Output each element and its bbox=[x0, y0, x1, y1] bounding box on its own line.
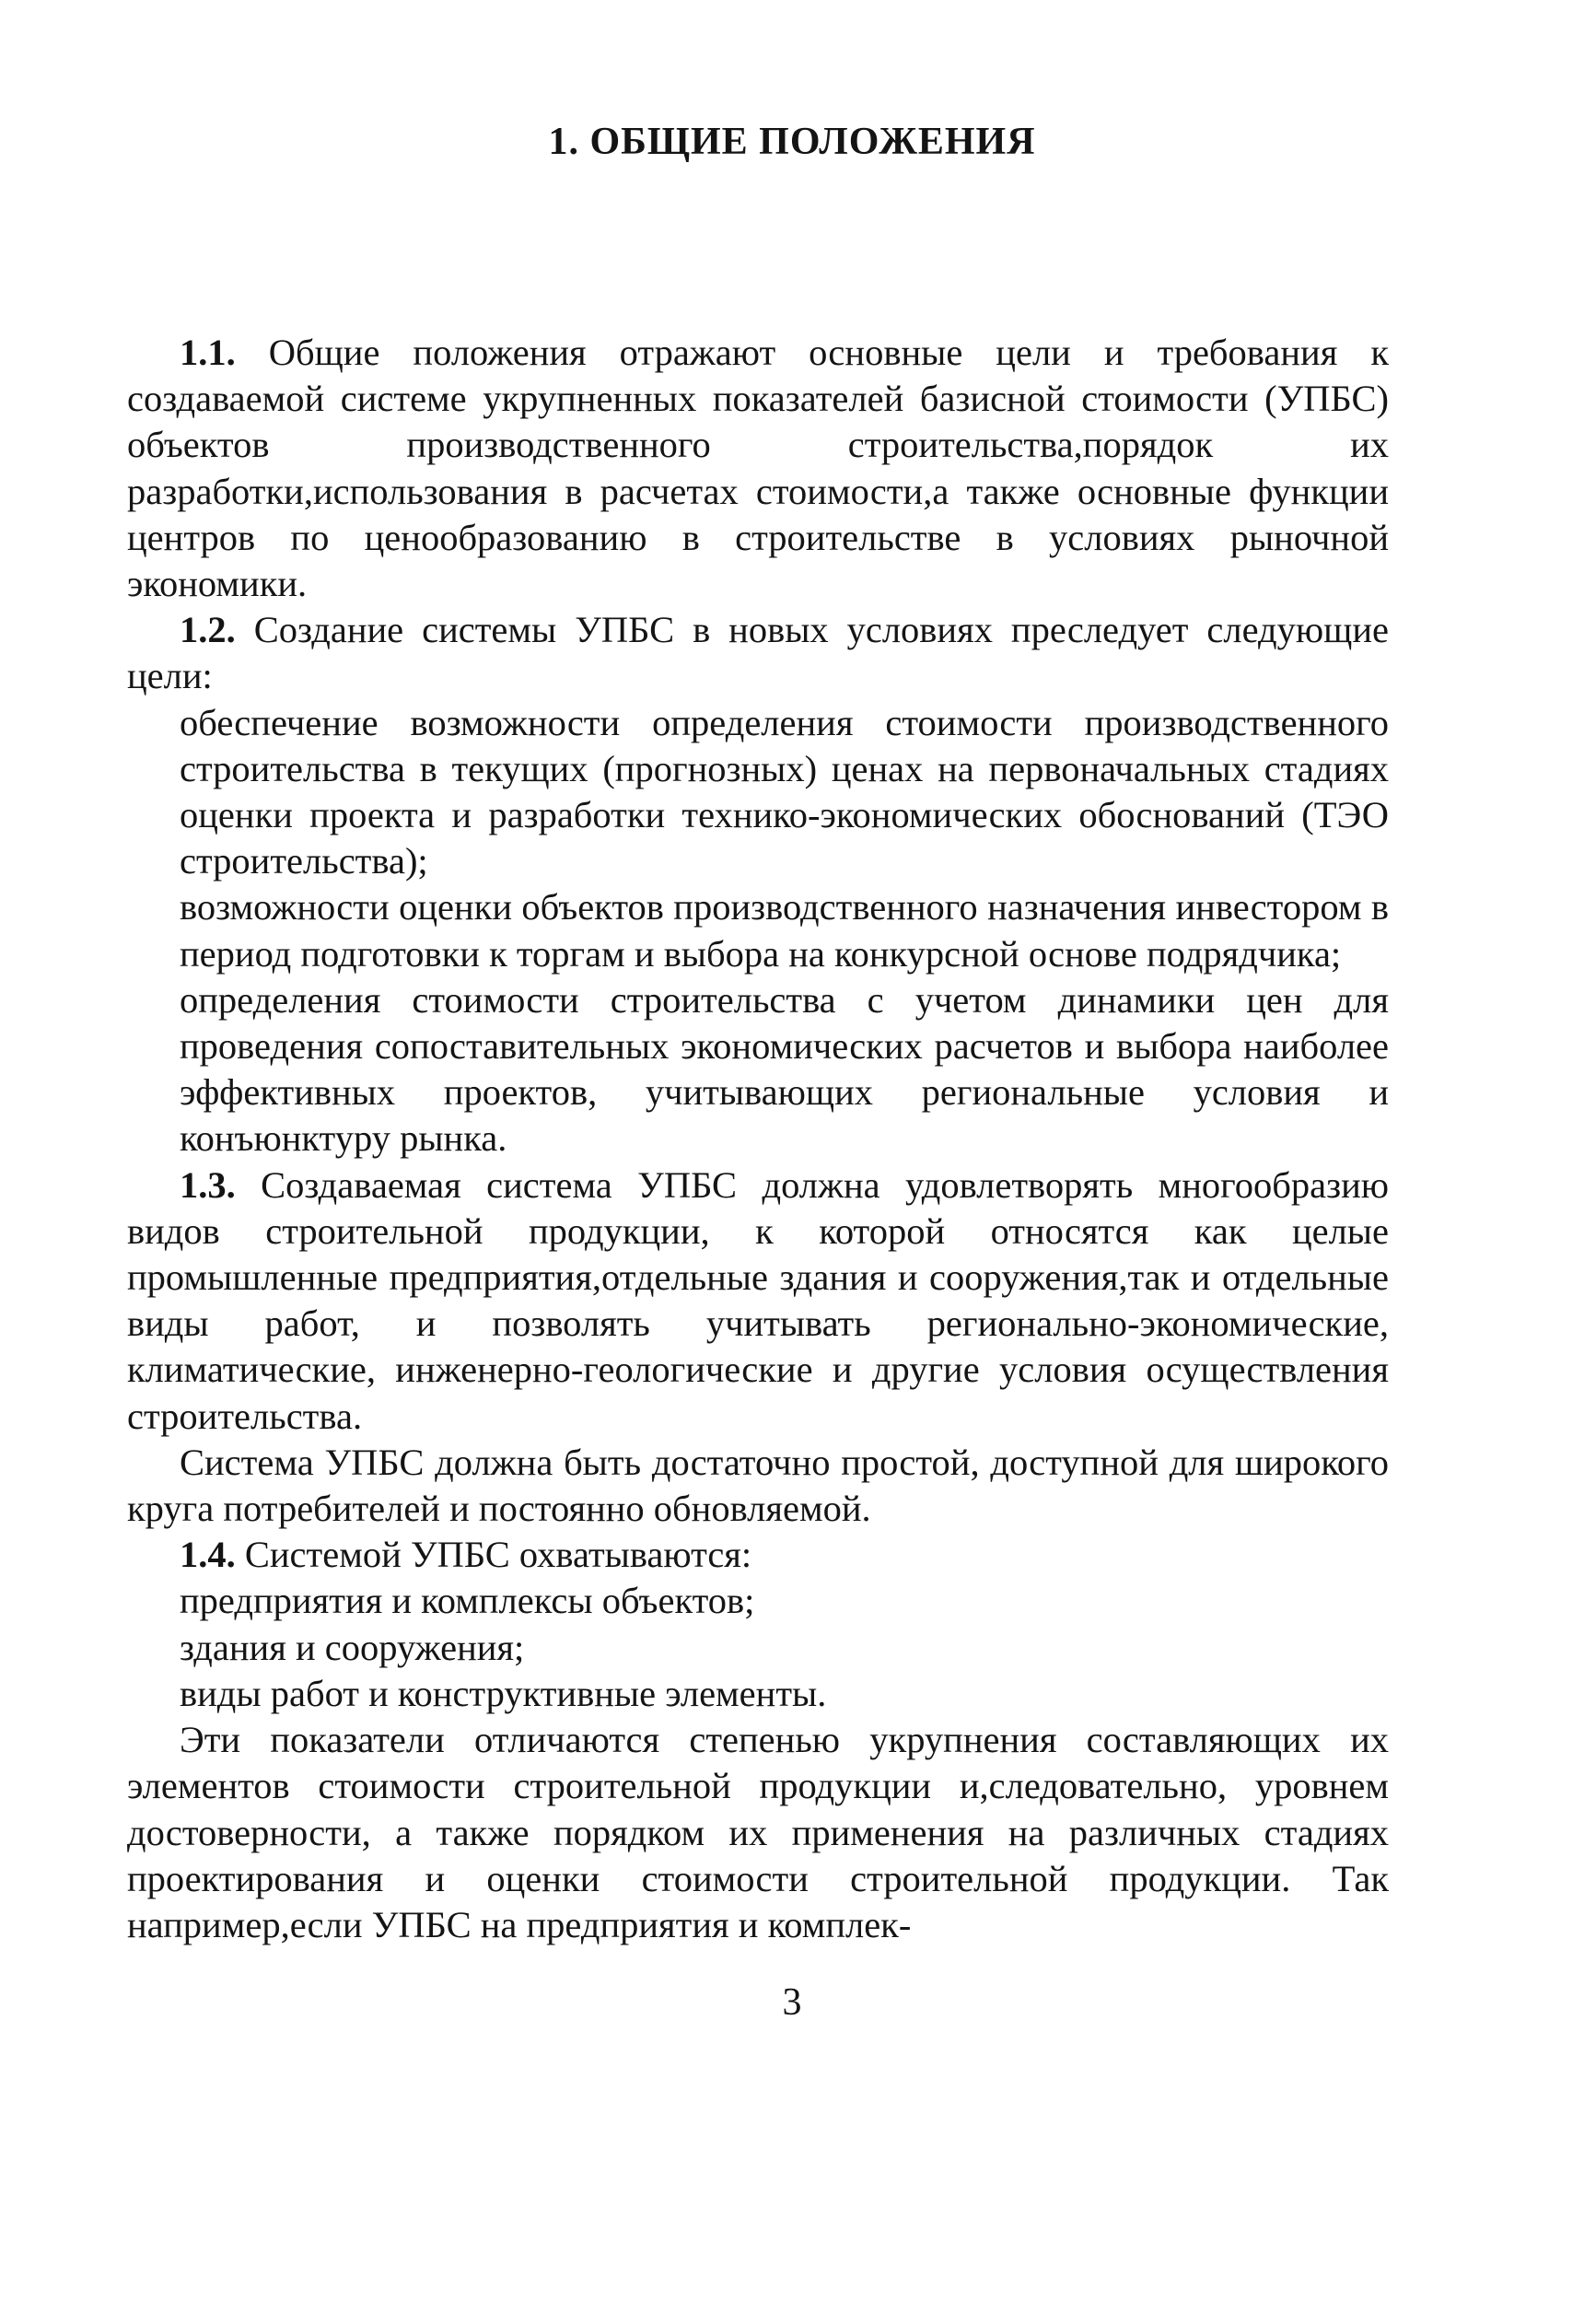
paragraph-number: 1.3. bbox=[180, 1163, 236, 1206]
page-number: 3 bbox=[782, 1981, 802, 2024]
paragraph-text: Создание системы УПБС в новых условиях преследует следующие цели: bbox=[127, 609, 1389, 697]
list-item: возможности оценки объектов производственного назначения инвестором в период подготовки к торгам и выбора на конкурсной основе подрядчика; bbox=[180, 886, 1389, 975]
paragraph-1-2 bbox=[127, 607, 1389, 699]
paragraph-text: Эти показатели отличаются степенью укрупнения составляющих их элементов стоимости строительной продукции и,следовательно, уровнем достоверности, а также порядком их применения на различных стадиях проектирования и оценки стоимости строительной продукции. Так например,если УПБС на предприятия и комплек- bbox=[127, 1719, 1389, 1945]
list-item: предприятия и комплексы объектов; bbox=[180, 1580, 755, 1622]
paragraph-text: Системой УПБС охватываются: bbox=[235, 1534, 752, 1576]
paragraph-1-4 bbox=[127, 1532, 1389, 1578]
paragraph-text: Общие положения отражают основные цели и требования к создаваемой системе укрупненных показателей базисной стоимости (УПБС) объектов производственного строительства,порядок их разработки,использования в расчетах стоимости,а также основные функции центров по ценообразованию в строительстве в условиях рыночной экономики. bbox=[127, 332, 1389, 605]
list-item: обеспечение возможности определения стоимости производственного строительства в текущих (прогнозных) ценах на первоначальных стадиях оценки проекта и разработки технико-экономических обоснований (ТЭО строительства); bbox=[180, 701, 1389, 882]
paragraph-1-3 bbox=[127, 1162, 1389, 1440]
document-body bbox=[127, 330, 1389, 1948]
paragraph-number: 1.1. bbox=[180, 332, 236, 373]
list-item: виды работ и конструктивные элементы. bbox=[180, 1672, 827, 1714]
paragraph-text: Система УПБС должна быть достаточно простой, доступной для широкого круга потребителей и постоянно обновляемой. bbox=[127, 1441, 1389, 1530]
section-title: 1. ОБЩИЕ ПОЛОЖЕНИЯ bbox=[548, 121, 1036, 163]
paragraph-number: 1.4. bbox=[180, 1534, 236, 1576]
list-item: здания и сооружения; bbox=[180, 1626, 525, 1668]
paragraph-number: 1.2. bbox=[180, 609, 236, 651]
paragraph-text: Создаваемая система УПБС должна удовлетворять многообразию видов строительной продукции, к которой относятся как целые промышленные предприятия,отдельные здания и сооружения,так и отдельные виды работ, и позволять учитывать регионально-экономические, климатические, инженерно-геологические и другие условия осуществления строительства. bbox=[127, 1163, 1389, 1437]
list-item: определения стоимости строительства с учетом динамики цен для проведения сопоставительных экономических расчетов и выбора наиболее эффективных проектов, учитывающих региональные условия и конъюнктуру рынка. bbox=[180, 978, 1389, 1160]
paragraph-1-1 bbox=[127, 330, 1389, 607]
